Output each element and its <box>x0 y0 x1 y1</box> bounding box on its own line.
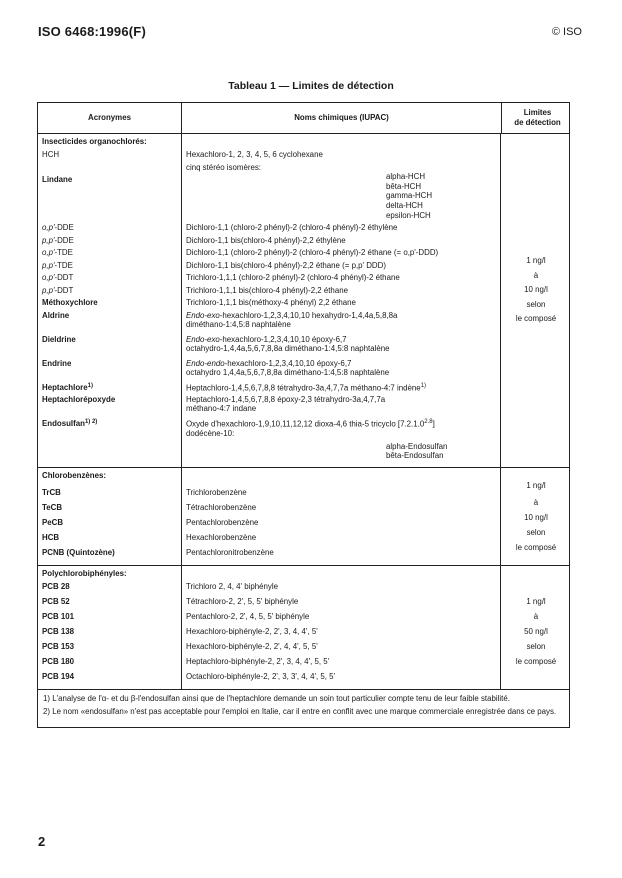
acronym: Méthoxychlore <box>42 298 98 307</box>
limits-cell: 1 ng/l à 10 ng/l selon le composé <box>500 468 571 565</box>
chem-name: Hexachloro-1, 2, 3, 4, 5, 6 cyclohexane <box>186 150 323 159</box>
chem-name: Trichloro-1,1,1 bis(chloro-4 phényl)-2,2 éthane <box>186 285 348 295</box>
section-title: Insecticides organochlorés: <box>42 137 147 146</box>
acronym: Lindane <box>42 174 73 184</box>
footnote-1: 1) L'analyse de l'α- et du β-l'endosulfan ainsi que de l'heptachlore demande un soin tout particulier compte tenu de leur faible stabilité. <box>43 694 510 703</box>
acronym: p,p'-DDE <box>42 235 74 245</box>
acronym: p,p'-TDE <box>42 260 73 270</box>
chem-name: Hexachloro-biphényle-2, 2', 3, 4, 4', 5' <box>186 627 318 636</box>
chem-name: Tétrachlorobenzène <box>186 503 257 512</box>
chem-name: Heptachloro-biphényle-2, 2', 3, 4, 4', 5, 5' <box>186 657 330 666</box>
chem-name: Endo-exo-hexachloro-1,2,3,4,10,10 époxy-6,7 octahydro-1,4,4a,5,6,7,8,8a diméthano-1:4,5:8 naphtalène <box>186 334 390 354</box>
acronym: PCB 180 <box>42 657 75 666</box>
acronym: p,p'-DDT <box>42 285 74 295</box>
acronym: PCB 194 <box>42 672 75 681</box>
section-title: Chlorobenzènes: <box>42 471 107 480</box>
acronym: HCB <box>42 533 60 542</box>
acronym: PCB 153 <box>42 642 75 651</box>
chem-name: Tétrachloro-2, 2', 5, 5' biphényle <box>186 597 299 606</box>
chem-name: Oxyde d'hexachloro-1,9,10,11,12,12 dioxa-4,6 thia-5 tricyclo $[7.2.1.0^{2.8}]$ dodécène-10: alpha-Endosulfan bêta-Endosulfan <box>186 419 496 465</box>
document-header: ISO 6468:1996(F) <box>38 24 146 39</box>
col-header-limites: Limites de détection <box>501 103 573 133</box>
detection-limits-table <box>37 102 570 728</box>
table-header <box>38 103 569 134</box>
acronym: TeCB <box>42 503 63 512</box>
chem-name: Pentachloronitrobenzène <box>186 548 274 557</box>
acronym: Heptachlorépoxyde <box>42 395 116 404</box>
page-number: 2 <box>38 834 46 849</box>
chem-name: Trichloro 2, 4, 4' biphényle <box>186 582 279 591</box>
chem-name: Dichloro-1,1 bis(chloro-4 phényl)-2,2 éthane (= p,p' DDD) <box>186 260 386 270</box>
acronym: PCB 138 <box>42 627 75 636</box>
table-footnotes <box>38 690 569 727</box>
chem-name: cinq stéréo isomères: <box>186 162 261 172</box>
acronym: o,p'-DDE <box>42 223 74 232</box>
section-title: Polychlorobiphényles: <box>42 569 127 578</box>
acronym: PCB 52 <box>42 597 70 606</box>
acronym: Aldrine <box>42 310 70 320</box>
endosulfan-isomers: alpha-Endosulfan bêta-Endosulfan <box>386 441 448 461</box>
chem-name: Pentachloro-2, 2', 4, 5, 5' biphényle <box>186 612 310 621</box>
col-header-acronymes: Acronymes <box>88 113 131 123</box>
chem-name: Hexachlorobenzène <box>186 533 257 542</box>
chem-name: Endo-exo-hexachloro-1,2,3,4,10,10 hexahydro-1,4,4a,5,8,8a diméthano-1:4,5:8 naphtalène <box>186 310 398 330</box>
acronym: Endosulfan <box>42 419 85 428</box>
acronym: PCB 28 <box>42 582 70 591</box>
table-caption: Tableau 1 — Limites de détection <box>228 80 394 92</box>
chem-name: Pentachlorobenzène <box>186 518 259 527</box>
acronym: TrCB <box>42 488 61 497</box>
chem-name: Heptachloro-1,4,5,6,7,8,8 tétrahydro-3a,4,7,7a méthano-4:7 indène$^{1)}$ <box>186 382 427 393</box>
limits-cell: 1 ng/l à 50 ng/l selon le composé <box>500 566 571 689</box>
acronym: o,p'-TDE <box>42 248 73 257</box>
col-header-noms: Noms chimiques (IUPAC) <box>181 103 501 133</box>
chem-name: Dichloro-1,1 (chloro-2 phényl)-2 (chloro-4 phényl)-2 éthylène <box>186 223 398 233</box>
acronym: Dieldrine <box>42 334 76 344</box>
hch-isomers: alpha-HCH bêta-HCH gamma-HCH delta-HCH epsilon-HCH <box>386 172 433 220</box>
chem-name: Trichloro-1,1,1 (chloro-2 phényl)-2 (chloro-4 phényl)-2 éthane <box>186 273 400 283</box>
acronym: o,p'-DDT <box>42 273 74 282</box>
acronym: PeCB <box>42 518 64 527</box>
chem-name: Trichloro-1,1,1 bis(méthoxy-4 phényl) 2,2 éthane <box>186 298 356 308</box>
chem-name: Hexachloro-biphényle-2, 2', 4, 4', 5, 5' <box>186 642 318 651</box>
acronym: PCB 101 <box>42 612 75 621</box>
acronym: HCH <box>42 150 60 159</box>
acronym: Heptachlore <box>42 382 88 392</box>
acronym: Endrine <box>42 358 72 368</box>
chem-name: Endo-endo-hexachloro-1,2,3,4,10,10 époxy-6,7 octahydro 1,4,4a,5,6,7,8,8a diméthano-1:4,5:8 naphtalène <box>186 358 390 378</box>
chem-name: Trichlorobenzène <box>186 488 247 497</box>
limits-cell: 1 ng/l à 10 ng/l selon le composé <box>500 134 571 467</box>
section-chlorobenzenes <box>38 468 569 566</box>
section-organochlores: Insecticides organochlorés: HCH Lindane o,p'-DDE p,p'-DDE o,p'-TDE p,p'-TDE o,p'-DDT p,p'-DDT Méthoxychlore Aldrine Dieldrine Endrine Heptachlore 1) Heptachlorépoxyde Endosulfan 1) 2) Hexachloro-1, 2, 3, 4, 5, 6 cyclohexane cinq stéréo isomères: alpha-HCH bêta-HCH gamma-HCH delta-HCH epsilon-HCH Dichloro-1,1 (chloro-2 phényl)-2 (chloro-4 phényl)-2 éthylène Dichloro-1,1 bis(chloro-4 phényl)-2,2 éthylène Dichloro-1,1 (chloro-2 phényl)-2 (chloro-4 phényl)-2 éthane (= o,p'-DDD) Dichloro-1,1 bis(chloro-4 phényl)-2,2 éthane (= p,p' DDD) Trichloro-1,1,1 (chloro-2 phényl)-2 (chloro-4 phényl)-2 éthane Trichloro-1,1,1 bis(chloro-4 phényl)-2,2 éthane Trichloro-1,1,1 bis(méthoxy-4 phényl) 2,2 éthane Endo-exo-hexachloro-1,2,3,4,10,10 hexahydro-1,4,4a,5,8,8a diméthano-1:4,5:8 naphtalène Endo-exo-hexachloro-1,2,3,4,10,10 époxy-6,7 octahydro-1,4,4a,5,6,7,8,8a diméthano-1:4,5:8 naphtalène Endo-endo-hexachloro-1,2,3,4,10,10 époxy-6,7 octahydro 1,4,4a,5,6,7,8,8a diméthano-1:4,5:8 naphtalène Heptachloro-1,4,5,6,7,8,8 tétrahydro-3a,4,7,7a méthano-4:7 indène$^{1)}$ Heptachloro-1,4,5,6,7,8,8 époxy-2,3 tétrahydro-3a,4,7,7a méthano-4:7 indane Oxyde d'hexachloro-1,9,10,11,12,12 dioxa-4,6 thia-5 tricyclo $[7.2.1.0^{2.8}]$ dodécène-10: alpha-Endosulfan bêta-Endosulfan 1 ng/l à 10 ng/l selon le composé <box>38 134 569 468</box>
chem-name: Heptachloro-1,4,5,6,7,8,8 époxy-2,3 tétrahydro-3a,4,7,7a méthano-4:7 indane <box>186 394 386 414</box>
chem-name: Octachloro-biphényle-2, 2', 3, 3', 4, 4', 5, 5' <box>186 672 336 681</box>
chem-name: Dichloro-1,1 (chloro-2 phényl)-2 (chloro-4 phényl)-2 éthane (= o,p'-DDD) <box>186 248 439 258</box>
footnote-2: 2) Le nom «endosulfan» n'est pas acceptable pour l'emploi en Italie, car il entre en conflit avec une marque commerciale enregistrée dans ce pays. <box>43 707 557 717</box>
section-pcb <box>38 566 569 690</box>
copyright-mark: © ISO <box>551 26 582 38</box>
acronym: PCNB (Quintozène) <box>42 548 115 557</box>
chem-name: Dichloro-1,1 bis(chloro-4 phényl)-2,2 éthylène <box>186 235 346 245</box>
